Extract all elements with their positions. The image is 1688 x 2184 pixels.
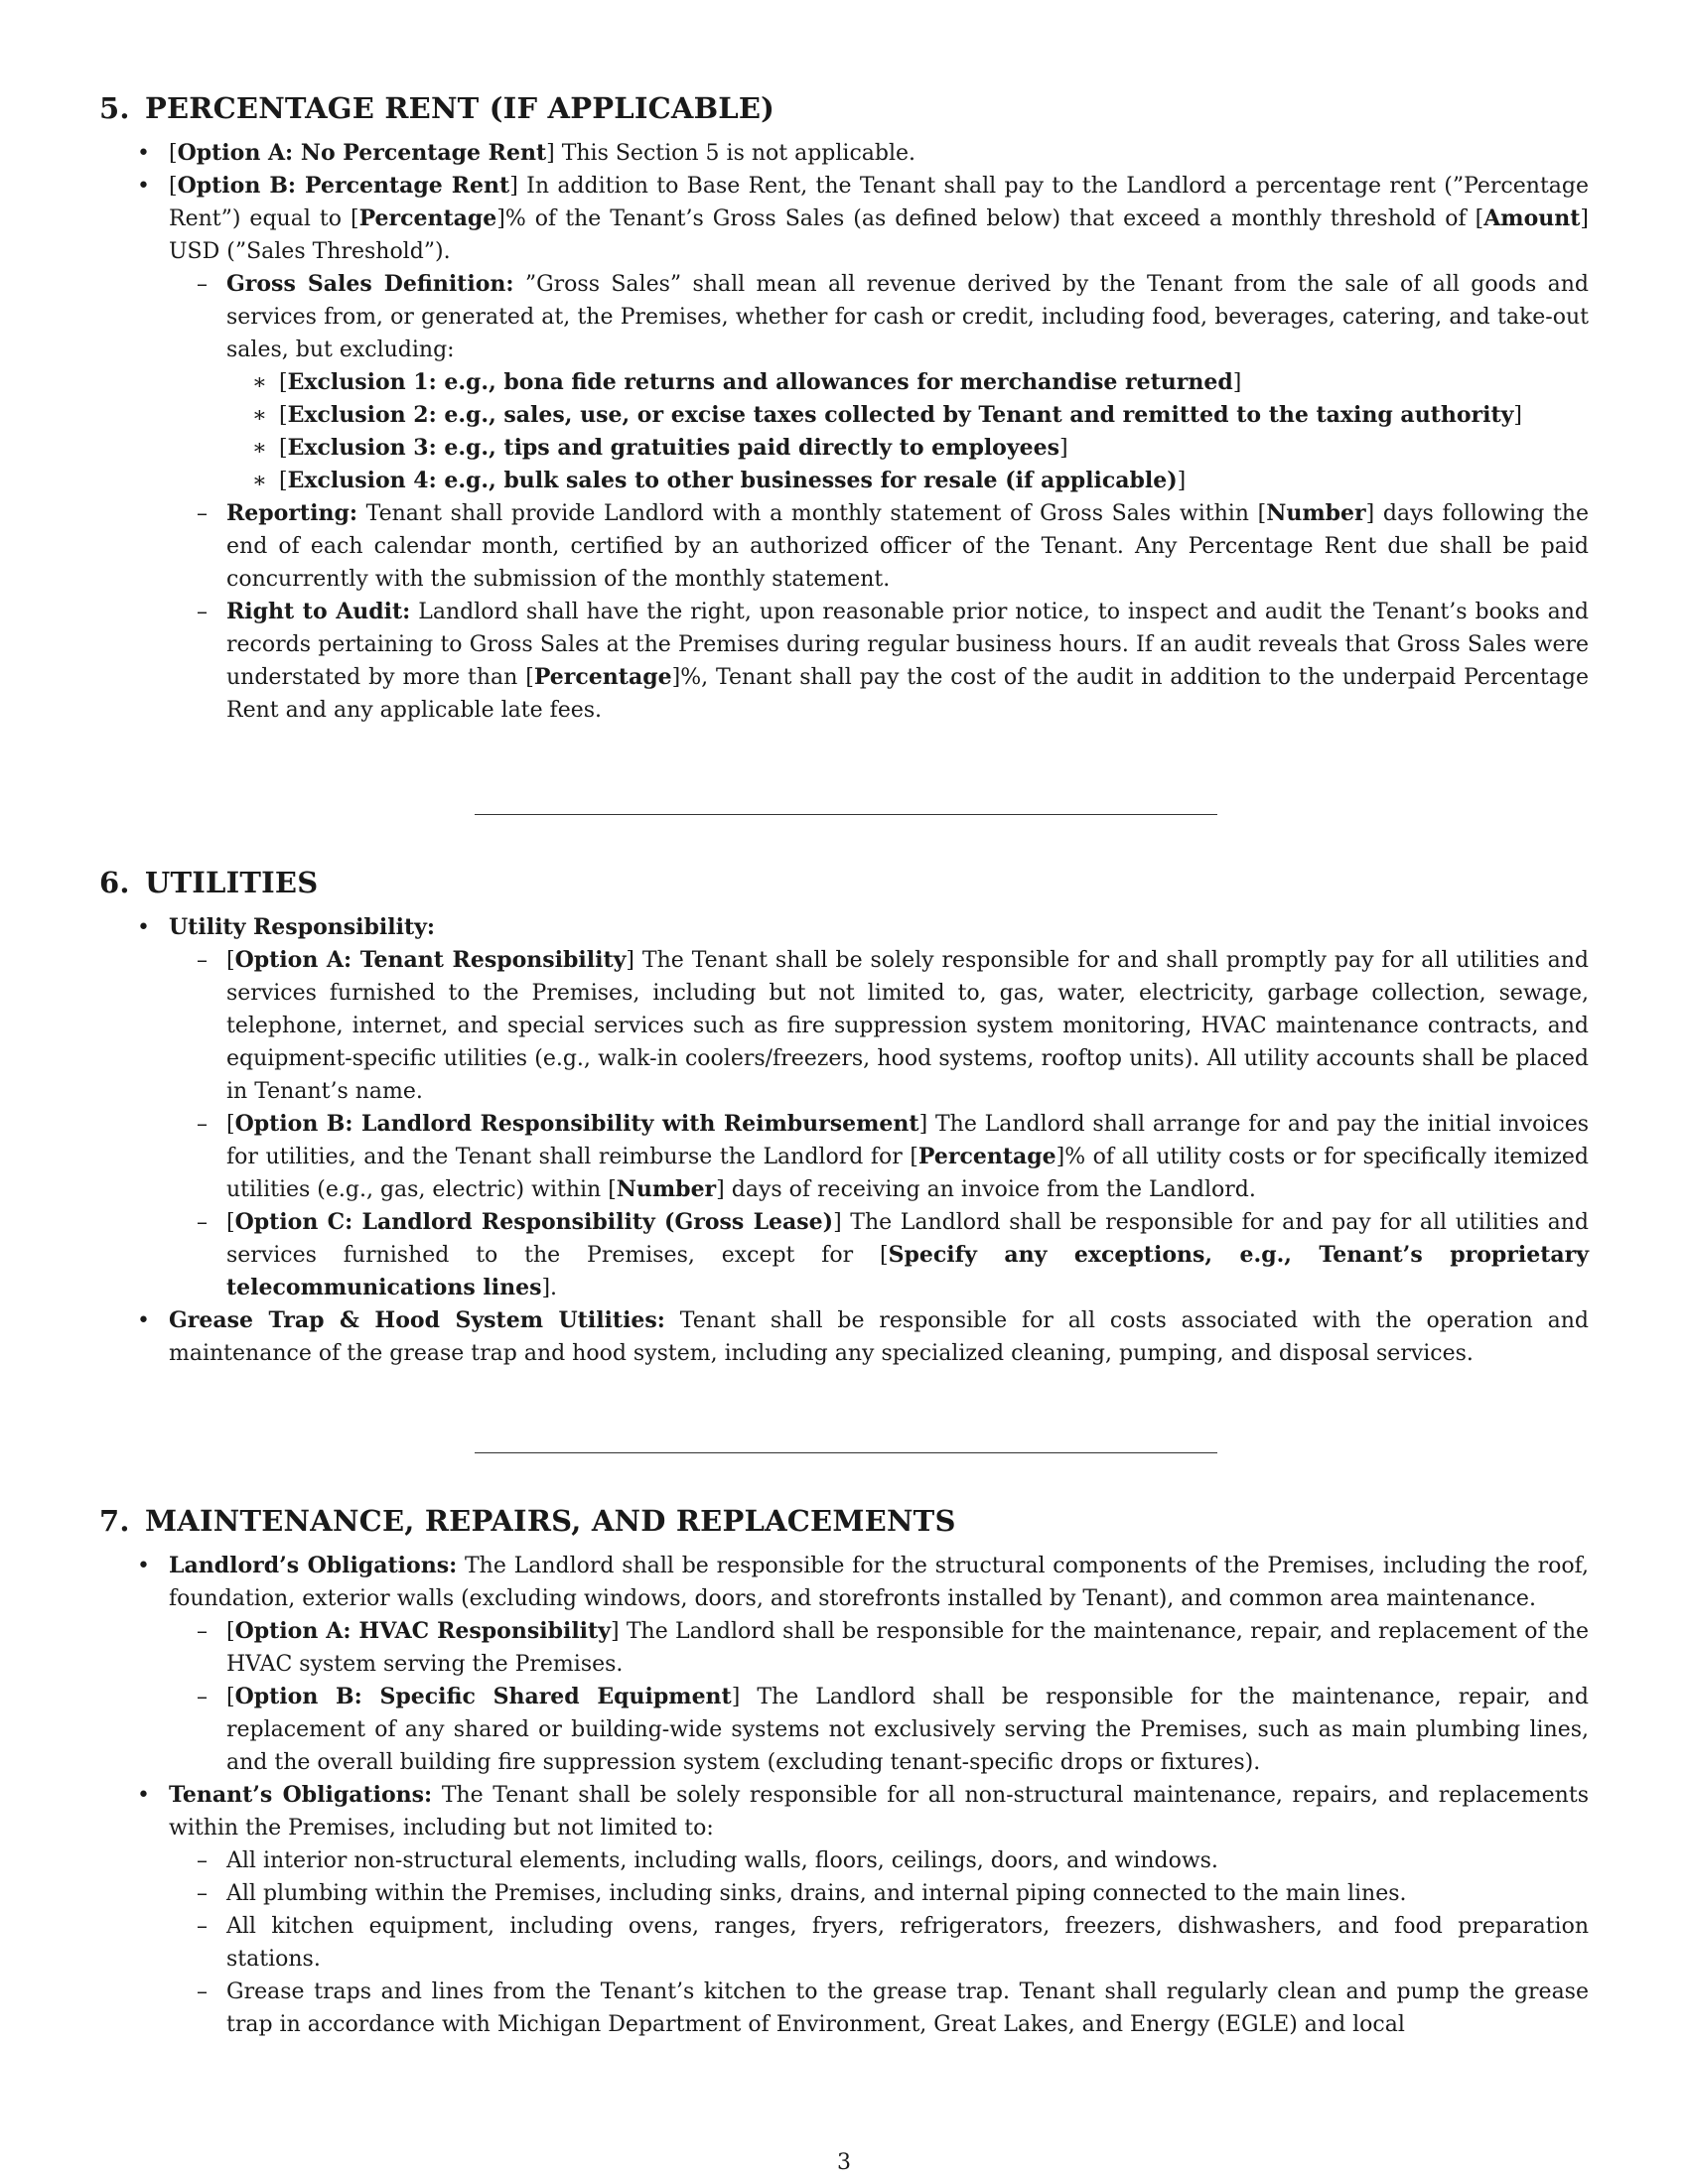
s7-option-a: – [Option A: HVAC Responsibility] The Landlord shall be responsible for the maintenance, repair, and replacement of the HVAC system serving the Premises. — [197, 1618, 1590, 1677]
s5-reporting: – Reporting: Tenant shall provide Landlord with a monthly statement of Gross Sales within [Number] days following the end of each calendar month, certified by an authorized officer of the Tenant. Any Percentage Rent due shall be paid concurrently with the submission of the monthly statement. — [197, 500, 1589, 592]
section-6-heading: 6. UTILITIES — [99, 866, 319, 899]
section-5-heading: 5. PERCENTAGE RENT (IF APPLICABLE) — [99, 91, 775, 125]
s7-tenant-item: – All kitchen equipment, including ovens, ranges, fryers, refrigerators, freezers, dishwashers, and food preparation stations. — [197, 1914, 1589, 1972]
section-6 — [99, 866, 1589, 1370]
section-divider — [475, 814, 1217, 815]
s7-tenant-item: – All plumbing within the Premises, including sinks, drains, and internal piping connected to the main lines. — [197, 1881, 1407, 1906]
s5-option-a: • [Option A: No Percentage Rent] This Section 5 is not applicable. — [137, 140, 916, 166]
s6-option-b: – [Option B: Landlord Responsibility with Reimbursement] The Landlord shall arrange for and pay the initial invoices for utilities, and the Tenant shall reimburse the Landlord for [Percentage]% of all utility costs or for specifically itemized utilities (e.g., gas, electric) within [Number] days of receiving an invoice from the Landlord. — [197, 1111, 1590, 1202]
s5-exclusion: ∗ [Exclusion 4: e.g., bulk sales to other businesses for resale (if applicable)] — [252, 468, 1187, 493]
section-7 — [99, 1504, 1589, 2041]
s5-exclusion: ∗ [Exclusion 2: e.g., sales, use, or excise taxes collected by Tenant and remitted to the taxing authority] — [252, 402, 1523, 428]
s7-tenant-obligations: • Tenant’s Obligations: The Tenant shall be solely responsible for all non-structural maintenance, repairs, and replacements within the Premises, including but not limited to: — [137, 1782, 1589, 1841]
section-7-heading: 7. MAINTENANCE, REPAIRS, AND REPLACEMENTS — [99, 1504, 956, 1538]
s7-landlord-obligations: • Landlord’s Obligations: The Landlord shall be responsible for the structural components of the Premises, including the roof, foundation, exterior walls (excluding windows, doors, and storefronts installed by Tenant), and common area maintenance. — [137, 1553, 1589, 1611]
section-5 — [99, 91, 1589, 727]
s5-exclusion: ∗ [Exclusion 3: e.g., tips and gratuities paid directly to employees] — [252, 435, 1068, 461]
s5-exclusion: ∗ [Exclusion 1: e.g., bona fide returns and allowances for merchandise returned] — [252, 369, 1242, 395]
s5-right-to-audit: – Right to Audit: Landlord shall have the right, upon reasonable prior notice, to inspect and audit the Tenant’s books and records pertaining to Gross Sales at the Premises during regular business hours. If an audit reveals that Gross Sales were understated by more than [Percentage]%, Tenant shall pay the cost of the audit in addition to the underpaid Percentage Rent and any applicable late fees. — [197, 599, 1589, 723]
page-number: 3 — [837, 2150, 851, 2175]
s7-tenant-item: – All interior non-structural elements, including walls, floors, ceilings, doors, and windows. — [197, 1848, 1218, 1873]
section-divider — [475, 1452, 1217, 1453]
s5-option-b: • [Option B: Percentage Rent] In addition to Base Rent, the Tenant shall pay to the Landlord a percentage rent (”Percentage Rent”) equal to [Percentage]% of the Tenant’s Gross Sales (as defined below) that exceed a monthly threshold of [Amount] USD (”Sales Threshold”). — [137, 173, 1590, 264]
s7-tenant-item: – Grease traps and lines from the Tenant’s kitchen to the grease trap. Tenant shall regularly clean and pump the grease trap in accordance with Michigan Department of Environment, Great Lakes, and Energy (EGLE) and local — [197, 1979, 1589, 2037]
s5-gross-sales-definition: – Gross Sales Definition: ”Gross Sales” shall mean all revenue derived by the Tenant from the sale of all goods and services from, or generated at, the Premises, whether for cash or credit, including food, beverages, catering, and take-out sales, but excluding: — [197, 271, 1589, 362]
s6-grease-trap: • Grease Trap & Hood System Utilities: Tenant shall be responsible for all costs associated with the operation and maintenance of the grease trap and hood system, including any specialized cleaning, pumping, and disposal services. — [137, 1307, 1589, 1366]
s6-option-c: – [Option C: Landlord Responsibility (Gross Lease)] The Landlord shall be responsible for and pay for all utilities and services furnished to the Premises, except for [Specify any exceptions, e.g., Tenant’s proprietary telecommunications lines]. — [197, 1209, 1590, 1300]
s6-utility-responsibility: • Utility Responsibility: — [137, 914, 436, 940]
s7-option-b: – [Option B: Specific Shared Equipment] The Landlord shall be responsible for the maintenance, repair, and replacement of any shared or building-wide systems not exclusively serving the Premises, such as main plumbing lines, and the overall building fire suppression system (excluding tenant-specific drops or fixtures). — [197, 1684, 1589, 1775]
s6-option-a: – [Option A: Tenant Responsibility] The Tenant shall be solely responsible for and shall promptly pay for all utilities and services furnished to the Premises, including but not limited to, gas, water, electricity, garbage collection, sewage, telephone, internet, and special services such as fire suppression system monitoring, HVAC maintenance contracts, and equipment-specific utilities (e.g., walk-in coolers/freezers, hood systems, rooftop units). All utility accounts shall be placed in Tenant’s name. — [197, 947, 1589, 1104]
